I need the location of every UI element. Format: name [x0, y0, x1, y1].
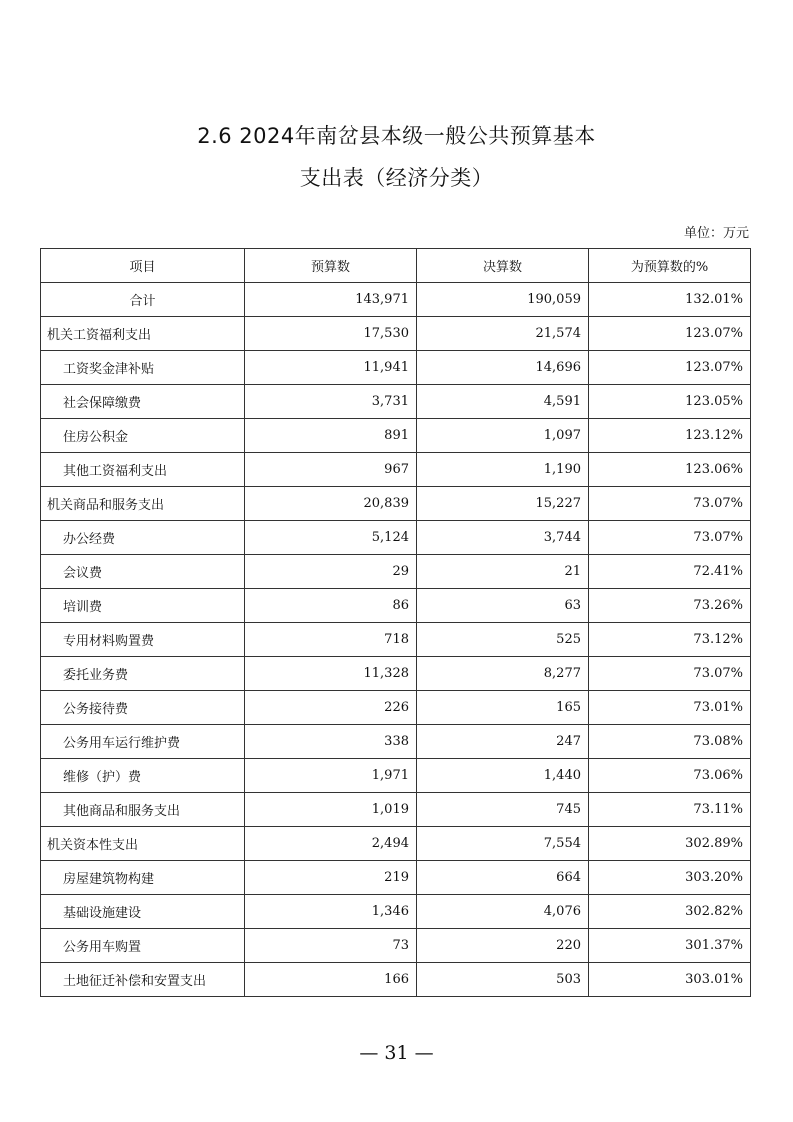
table-row — [41, 691, 751, 725]
cell-percent: 303.01% — [589, 963, 751, 997]
cell-budget: 219 — [245, 861, 417, 895]
table-row — [41, 793, 751, 827]
cell-budget: 143,971 — [245, 283, 417, 317]
cell-item: 机关资本性支出 — [41, 827, 245, 861]
cell-final: 190,059 — [417, 283, 589, 317]
cell-percent: 302.89% — [589, 827, 751, 861]
cell-item: 公务接待费 — [41, 691, 245, 725]
cell-item: 住房公积金 — [41, 419, 245, 453]
cell-final: 4,591 — [417, 385, 589, 419]
table-row — [41, 317, 751, 351]
cell-percent: 73.08% — [589, 725, 751, 759]
table-row — [41, 657, 751, 691]
cell-budget: 718 — [245, 623, 417, 657]
cell-item: 公务用车购置 — [41, 929, 245, 963]
cell-budget: 891 — [245, 419, 417, 453]
cell-budget: 17,530 — [245, 317, 417, 351]
cell-percent: 123.07% — [589, 351, 751, 385]
cell-budget: 11,941 — [245, 351, 417, 385]
cell-final: 4,076 — [417, 895, 589, 929]
cell-final: 664 — [417, 861, 589, 895]
table-row — [41, 555, 751, 589]
cell-item: 办公经费 — [41, 521, 245, 555]
cell-item: 专用材料购置费 — [41, 623, 245, 657]
cell-item: 机关商品和服务支出 — [41, 487, 245, 521]
table-row — [41, 623, 751, 657]
cell-item: 房屋建筑物构建 — [41, 861, 245, 895]
cell-final: 1,440 — [417, 759, 589, 793]
table-row — [41, 487, 751, 521]
cell-final: 165 — [417, 691, 589, 725]
cell-budget: 166 — [245, 963, 417, 997]
cell-budget: 20,839 — [245, 487, 417, 521]
cell-percent: 73.26% — [589, 589, 751, 623]
cell-budget: 338 — [245, 725, 417, 759]
cell-item: 机关工资福利支出 — [41, 317, 245, 351]
cell-item: 基础设施建设 — [41, 895, 245, 929]
cell-percent: 302.82% — [589, 895, 751, 929]
cell-budget: 5,124 — [245, 521, 417, 555]
cell-percent: 73.07% — [589, 487, 751, 521]
cell-percent: 301.37% — [589, 929, 751, 963]
cell-item: 培训费 — [41, 589, 245, 623]
cell-item: 维修（护）费 — [41, 759, 245, 793]
cell-final: 525 — [417, 623, 589, 657]
cell-final: 220 — [417, 929, 589, 963]
table-row — [41, 827, 751, 861]
cell-budget: 1,019 — [245, 793, 417, 827]
cell-percent: 73.07% — [589, 657, 751, 691]
page-number: — 31 — — [359, 1042, 434, 1064]
table-row — [41, 759, 751, 793]
cell-budget: 73 — [245, 929, 417, 963]
cell-final: 503 — [417, 963, 589, 997]
cell-final: 8,277 — [417, 657, 589, 691]
cell-item: 其他工资福利支出 — [41, 453, 245, 487]
cell-budget: 11,328 — [245, 657, 417, 691]
cell-final: 7,554 — [417, 827, 589, 861]
cell-percent: 303.20% — [589, 861, 751, 895]
cell-final: 21 — [417, 555, 589, 589]
table-subtitle: 支出表（经济分类） — [299, 166, 494, 190]
table-row — [41, 861, 751, 895]
cell-budget: 2,494 — [245, 827, 417, 861]
table-row — [41, 725, 751, 759]
table-row — [41, 589, 751, 623]
cell-item: 工资奖金津补贴 — [41, 351, 245, 385]
cell-final: 745 — [417, 793, 589, 827]
cell-budget: 1,346 — [245, 895, 417, 929]
cell-final: 1,097 — [417, 419, 589, 453]
cell-item: 公务用车运行维护费 — [41, 725, 245, 759]
table-row — [41, 521, 751, 555]
cell-percent: 73.11% — [589, 793, 751, 827]
cell-final: 3,744 — [417, 521, 589, 555]
cell-budget: 967 — [245, 453, 417, 487]
cell-item: 土地征迁补偿和安置支出 — [41, 963, 245, 997]
cell-final: 63 — [417, 589, 589, 623]
cell-final: 21,574 — [417, 317, 589, 351]
cell-percent: 132.01% — [589, 283, 751, 317]
cell-budget: 86 — [245, 589, 417, 623]
header-final: 决算数 — [417, 249, 589, 283]
cell-percent: 72.41% — [589, 555, 751, 589]
cell-percent: 123.06% — [589, 453, 751, 487]
cell-final: 1,190 — [417, 453, 589, 487]
cell-percent: 73.06% — [589, 759, 751, 793]
table-row — [41, 895, 751, 929]
table-title: 2.6 2024年南岔县本级一般公共预算基本 — [197, 124, 596, 148]
unit-label: 单位：万元 — [683, 226, 749, 241]
cell-final: 14,696 — [417, 351, 589, 385]
cell-percent: 123.05% — [589, 385, 751, 419]
header-item: 项目 — [41, 249, 245, 283]
cell-item: 会议费 — [41, 555, 245, 589]
cell-item: 委托业务费 — [41, 657, 245, 691]
cell-percent: 123.12% — [589, 419, 751, 453]
cell-budget: 29 — [245, 555, 417, 589]
table-row — [41, 929, 751, 963]
cell-percent: 73.01% — [589, 691, 751, 725]
table-body — [41, 283, 751, 997]
budget-table — [40, 248, 751, 997]
table-header-row — [41, 249, 751, 283]
header-budget: 预算数 — [245, 249, 417, 283]
cell-final: 247 — [417, 725, 589, 759]
cell-final: 15,227 — [417, 487, 589, 521]
table-row — [41, 963, 751, 997]
cell-budget: 3,731 — [245, 385, 417, 419]
cell-percent: 73.07% — [589, 521, 751, 555]
cell-budget: 226 — [245, 691, 417, 725]
table-row — [41, 453, 751, 487]
cell-percent: 73.12% — [589, 623, 751, 657]
cell-budget: 1,971 — [245, 759, 417, 793]
table-row — [41, 351, 751, 385]
cell-item: 其他商品和服务支出 — [41, 793, 245, 827]
cell-item: 合计 — [41, 283, 245, 317]
cell-item: 社会保障缴费 — [41, 385, 245, 419]
table-row — [41, 419, 751, 453]
table-row — [41, 385, 751, 419]
header-percent: 为预算数的% — [589, 249, 751, 283]
table-row — [41, 283, 751, 317]
cell-percent: 123.07% — [589, 317, 751, 351]
